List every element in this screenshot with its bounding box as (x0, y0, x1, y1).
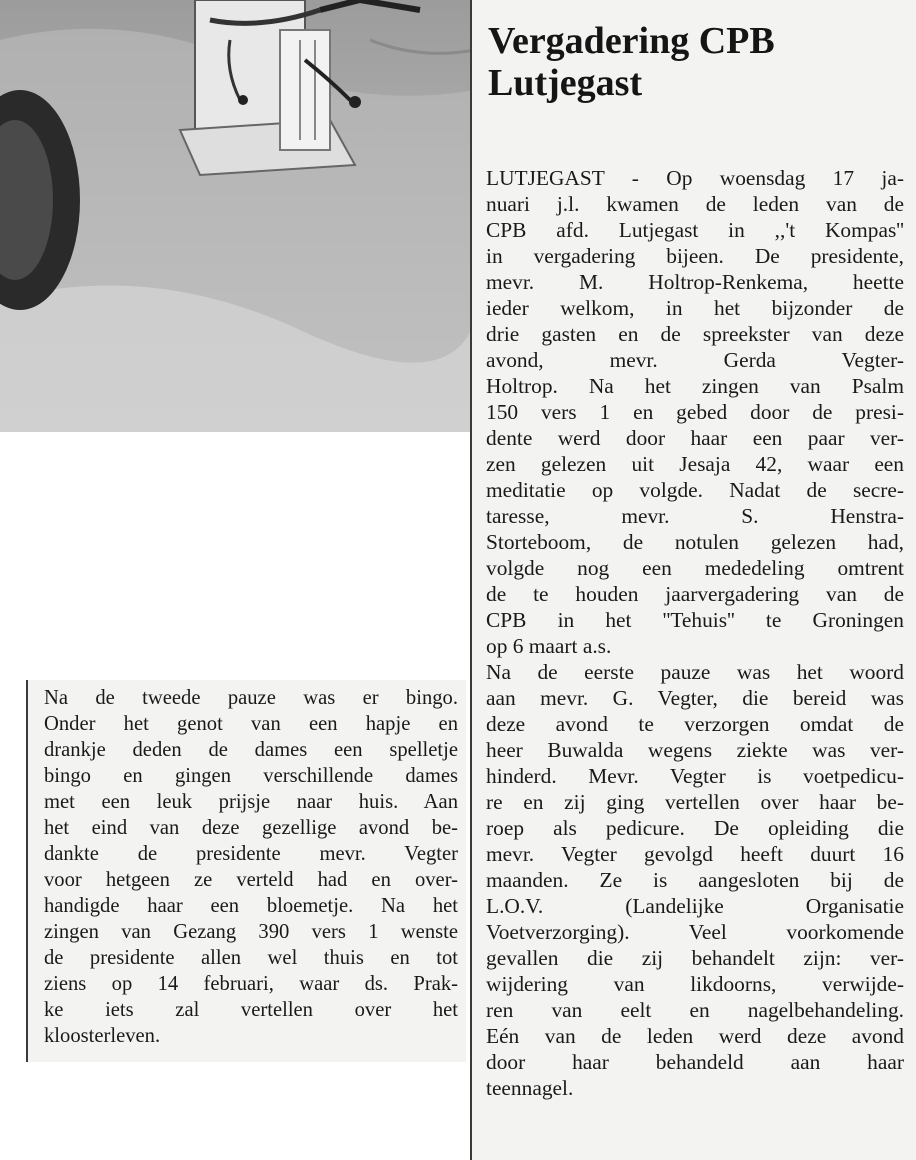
text-line: gevallen die zij behandelt zijn: ver- (486, 946, 904, 970)
text-line: aan mevr. G. Vegter, die bereid was (486, 686, 904, 710)
text-line: roep als pedicure. De opleiding die (486, 816, 904, 840)
text-line: zen gelezen uit Jesaja 42, waar een (486, 452, 904, 476)
text-line: ren van eelt en nagelbehandeling. (486, 998, 904, 1022)
text-line: het eind van deze gezellige avond be- (44, 817, 458, 839)
text-line: L.O.V. (Landelijke Organisatie (486, 894, 904, 918)
text-line: dankte de presidente mevr. Vegter (44, 843, 458, 865)
text-line: mevr. Vegter gevolgd heeft duurt 16 (486, 842, 904, 866)
text-line: ke iets zal vertellen over het (44, 999, 458, 1021)
text-line: zingen van Gezang 390 vers 1 wenste (44, 921, 458, 943)
text-line: wijdering van likdoorns, verwijde- (486, 972, 904, 996)
text-line: ieder welkom, in het bijzonder de (486, 296, 904, 320)
text-line: nuari j.l. kwamen de leden van de (486, 192, 904, 216)
text-line: door haar behandeld aan haar (486, 1050, 904, 1074)
text-line: handigde haar een bloemetje. Na het (44, 895, 458, 917)
text-line: dente werd door haar een paar ver- (486, 426, 904, 450)
article-headline (488, 20, 898, 104)
text-line: maanden. Ze is aangesloten bij de (486, 868, 904, 892)
article-body-left-column (44, 685, 458, 1049)
text-line: met een leuk prijsje naar huis. Aan (44, 791, 458, 813)
text-line: Onder het genot van een hapje en (44, 713, 458, 735)
text-line: de te houden jaarvergadering van de (486, 582, 904, 606)
text-line: CPB afd. Lutjegast in ,,'t Kompas'' (486, 218, 904, 242)
text-line: Na de tweede pauze was er bingo. (44, 687, 458, 709)
photo-illustration (0, 0, 475, 432)
text-line: drie gasten en de spreekster van deze (486, 322, 904, 346)
text-line: ziens op 14 februari, waar ds. Prak- (44, 973, 458, 995)
text-line: op 6 maart a.s. (486, 634, 612, 658)
text-line: Na de eerste pauze was het woord (486, 660, 904, 684)
headline-line: Lutjegast (488, 62, 643, 104)
text-line: hinderd. Mevr. Vegter is voetpedicu- (486, 764, 904, 788)
text-line: taresse, mevr. S. Henstra- (486, 504, 904, 528)
text-line: 150 vers 1 en gebed door de presi- (486, 400, 904, 424)
text-line: Voetverzorging). Veel voorkomende (486, 920, 904, 944)
text-line: LUTJEGAST - Op woensdag 17 ja- (486, 166, 904, 190)
text-line: Holtrop. Na het zingen van Psalm (486, 374, 904, 398)
text-line: in vergadering bijeen. De presidente, (486, 244, 904, 268)
text-line: avond, mevr. Gerda Vegter- (486, 348, 904, 372)
text-line: CPB in het ''Tehuis'' te Groningen (486, 608, 904, 632)
text-line: heer Buwalda wegens ziekte was ver- (486, 738, 904, 762)
text-line: Storteboom, de notulen gelezen had, (486, 530, 904, 554)
text-line: deze avond te verzorgen omdat de (486, 712, 904, 736)
article-body-right-column (486, 165, 904, 1101)
text-line: bingo en gingen verschillende dames (44, 765, 458, 787)
text-line: mevr. M. Holtrop-Renkema, heette (486, 270, 904, 294)
text-line: drankje deden de dames een spelletje (44, 739, 458, 761)
newspaper-photo (0, 0, 475, 432)
text-line: Eén van de leden werd deze avond (486, 1024, 904, 1048)
text-line: teennagel. (486, 1076, 574, 1100)
text-line: re en zij ging vertellen over haar be- (486, 790, 904, 814)
text-line: voor hetgeen ze verteld had en over- (44, 869, 458, 891)
text-line: volgde nog een mededeling omtrent (486, 556, 904, 580)
headline-line: Vergadering CPB (488, 20, 775, 62)
text-line: kloosterleven. (44, 1025, 161, 1047)
text-line: de presidente allen wel thuis en tot (44, 947, 458, 969)
text-line: meditatie op volgde. Nadat de secre- (486, 478, 904, 502)
